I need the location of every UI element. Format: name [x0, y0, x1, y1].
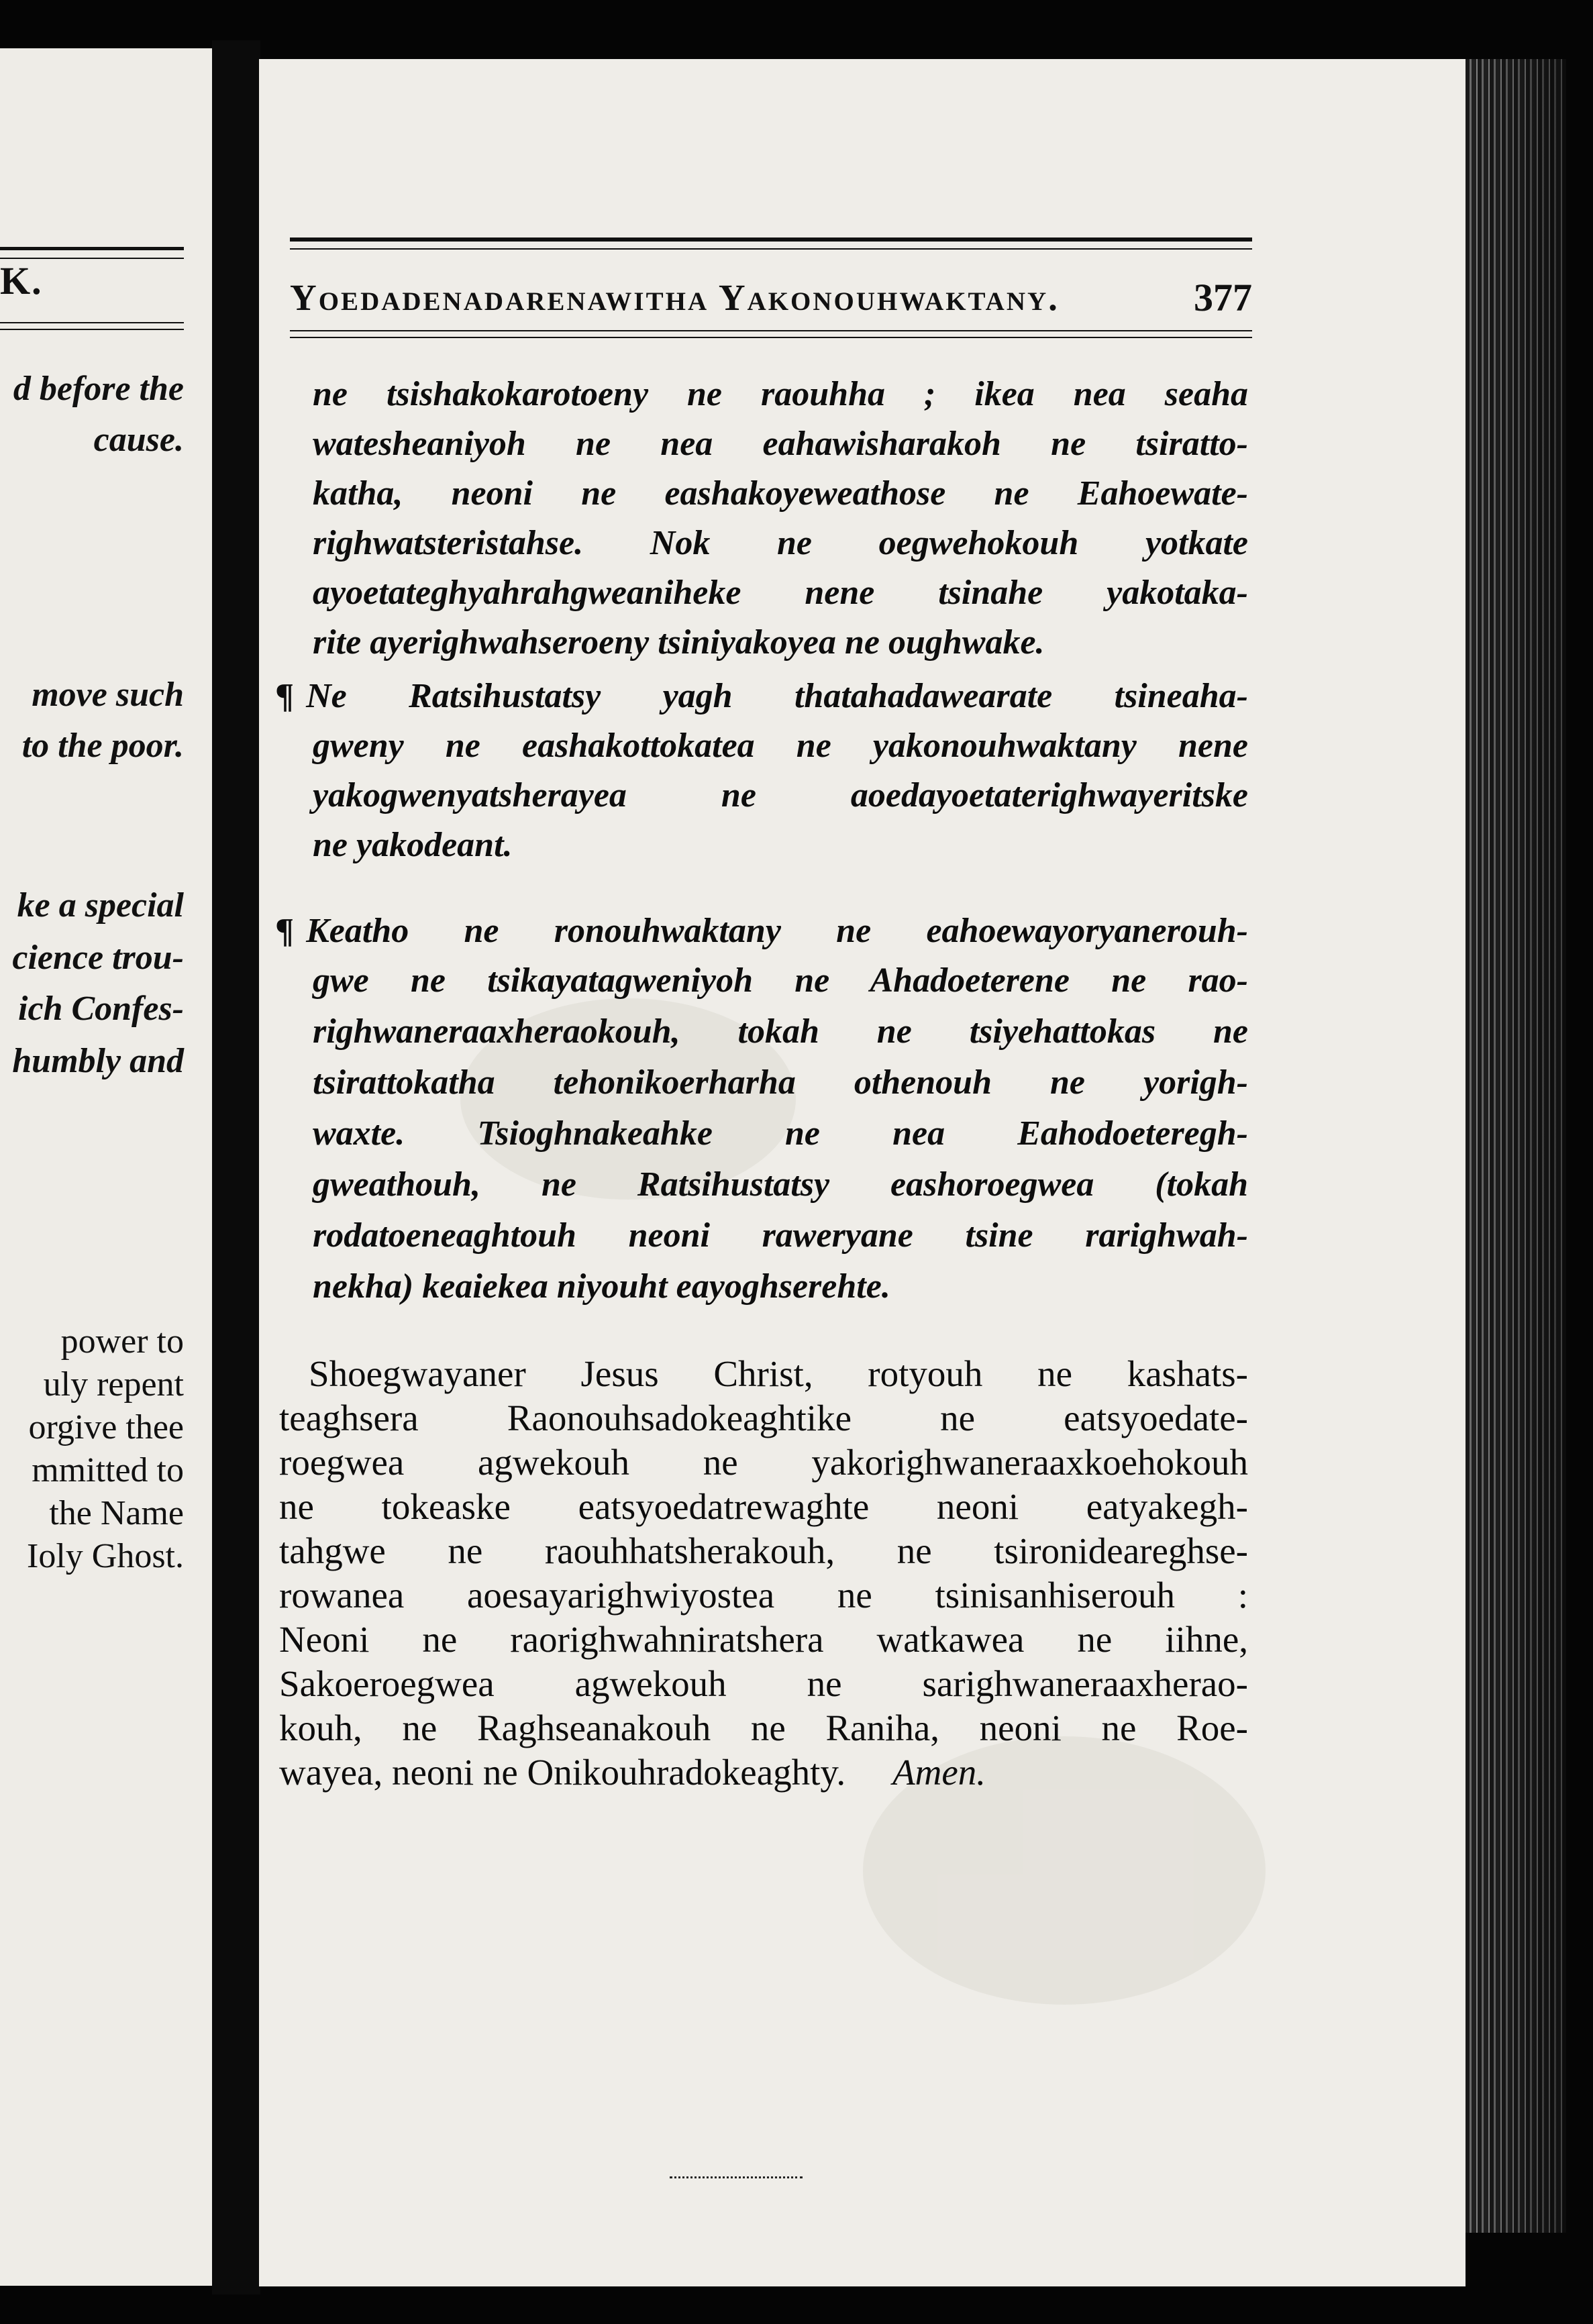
running-head: [290, 271, 1252, 325]
left-text-line: power to: [60, 1322, 184, 1361]
left-text-line: move such: [32, 676, 184, 714]
book-page-edges-shadow: [1466, 59, 1566, 2233]
left-text-line: the Name: [49, 1494, 184, 1532]
rubric-line-text: Ne Ratsihustatsy yagh thatahadawearate tsineaha-: [306, 677, 1248, 715]
rubric-line: tsirattokatha tehonikoerharha othenouh ne yorigh-: [313, 1063, 1248, 1102]
absolution-line: kouh, ne Raghseanakouh ne Raniha, neoni ne Roe-: [279, 1707, 1248, 1748]
left-text-line: cience trou-: [12, 939, 184, 977]
rubric-line: yakogwenyatsherayea ne aoedayoetaterighwayeritske: [313, 776, 1248, 814]
rubric-line: waxte. Tsioghnakeahke ne nea Eahodoeteregh-: [313, 1114, 1248, 1153]
rubric-line: watesheaniyoh ne nea eahawisharakoh ne tsiratto-: [313, 425, 1248, 463]
absolution-line: Neoni ne raorighwahniratshera watkawea ne iihne,: [279, 1619, 1248, 1660]
left-text-line: ich Confes-: [18, 990, 184, 1028]
amen: Amen.: [892, 1752, 986, 1793]
running-title: Yoedadenadarenawitha Yakonouhwaktany.: [290, 277, 1060, 318]
absolution-line: [279, 1754, 1248, 1791]
header-rule-thin: [290, 248, 1252, 250]
pilcrow-mark: ¶: [275, 912, 295, 950]
left-header-rule: [0, 247, 184, 250]
header-rule-thin: [290, 330, 1252, 331]
left-text-line: orgive thee: [28, 1408, 184, 1446]
header-rule-thick: [290, 237, 1252, 242]
absolution-line: rowanea aoesayarighwiyostea ne tsinisanhiserouh :: [279, 1575, 1248, 1616]
rubric-line: rodatoeneaghtouh neoni raweryane tsine rarighwah-: [313, 1216, 1248, 1255]
left-text-line: ke a special: [17, 886, 184, 925]
absolution-line: ne tokeaske eatsyoedatrewaghte neoni eatyakegh-: [279, 1486, 1248, 1527]
left-running-head: K.: [0, 259, 43, 303]
rubric-line: righwaneraaxheraokouh, tokah ne tsiyehattokas ne: [313, 1012, 1248, 1051]
rubric-line-text: Keatho ne ronouhwaktany ne eahoewayoryanerouh-: [306, 912, 1248, 950]
rubric-line: rite ayerighwahseroeny tsiniyakoyea ne oughwake.: [313, 623, 1045, 662]
rubric-line: nekha) keaiekea niyouht eayoghserehte.: [313, 1267, 890, 1306]
absolution-line: tahgwe ne raouhhatsherakouh, ne tsironideareghse-: [279, 1530, 1248, 1571]
left-text-line: d before the: [13, 370, 184, 408]
left-text-line: Ioly Ghost.: [27, 1537, 184, 1575]
rubric-line: gweathouh, ne Ratsihustatsy eashoroegwea (tokah: [313, 1165, 1248, 1204]
rubric-line: [275, 679, 1248, 714]
rubric-line: ne yakodeant.: [313, 826, 513, 864]
pilcrow-mark: ¶: [275, 677, 295, 715]
left-header-rule: [0, 322, 184, 323]
left-text-line: uly repent: [43, 1365, 184, 1404]
left-facing-page: [0, 48, 212, 2286]
rubric-line: katha, neoni ne eashakoyeweathose ne Eahoewate-: [313, 474, 1248, 513]
page-number: 377: [1194, 276, 1252, 319]
header-rule-thin: [290, 337, 1252, 338]
left-text-line: cause.: [93, 421, 184, 459]
rubric-line: [275, 914, 1248, 949]
rubric-line: gwe ne tsikayatagweniyoh ne Ahadoeterene ne rao-: [313, 961, 1248, 1000]
left-header-rule: [0, 329, 184, 330]
book-gutter: [212, 40, 260, 2294]
left-text-line: to the poor.: [21, 727, 184, 765]
page-377: [259, 59, 1466, 2286]
absolution-line: teaghsera Raonouhsadokeaghtike ne eatsyoedate-: [279, 1397, 1248, 1438]
rubric-line: ne tsishakokarotoeny ne raouhha ; ikea nea seaha: [313, 375, 1248, 413]
absolution-line-text: wayea, neoni ne Onikouhradokeaghty.: [279, 1752, 846, 1793]
absolution-line: roegwea agwekouh ne yakorighwaneraaxkoehokouh: [279, 1442, 1248, 1483]
absolution-line: Sakoeroegwea agwekouh ne sarighwaneraaxherao-: [279, 1663, 1248, 1704]
left-text-line: humbly and: [12, 1042, 184, 1080]
section-end-mark: [670, 2176, 803, 2178]
rubric-line: gweny ne eashakottokatea ne yakonouhwaktany nene: [313, 727, 1248, 765]
absolution-line: Shoegwayaner Jesus Christ, rotyouh ne kashats-: [309, 1353, 1248, 1394]
rubric-line: ayoetateghyahrahgweaniheke nene tsinahe yakotaka-: [313, 574, 1248, 612]
left-text-line: mmitted to: [32, 1451, 184, 1489]
rubric-line: righwatsteristahse. Nok ne oegwehokouh yotkate: [313, 524, 1248, 562]
